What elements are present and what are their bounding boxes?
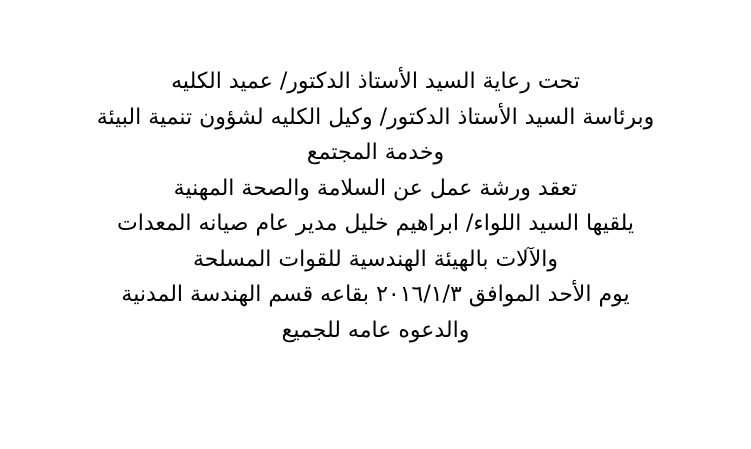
workshop-title-line: تعقد ورشة عمل عن السلامة والصحة المهنية [173,175,578,201]
announcement-text [0,64,751,348]
patronage-line: تحت رعاية السيد الأستاذ الدكتور/ عميد الكليه [171,69,580,94]
chair-line: وبرئاسة السيد الأستاذ الدكتور/ وكيل الكليه لشؤون تنمية البيئة [96,104,655,130]
chair-line-continued: وخدمة المجتمع [306,140,445,165]
speaker-line-continued: والآلات بالهيئة الهندسية للقوات المسلحة [192,246,558,272]
speaker-line: يلقيها السيد اللواء/ ابراهيم خليل مدير عام صيانه المعدات [117,211,634,236]
invitation-line: والدعوه عامه للجميع [281,317,470,343]
date-venue-line: يوم الأحد الموافق ٢٠١٦/١/٣ بقاعه قسم الهندسة المدنية [121,282,630,307]
